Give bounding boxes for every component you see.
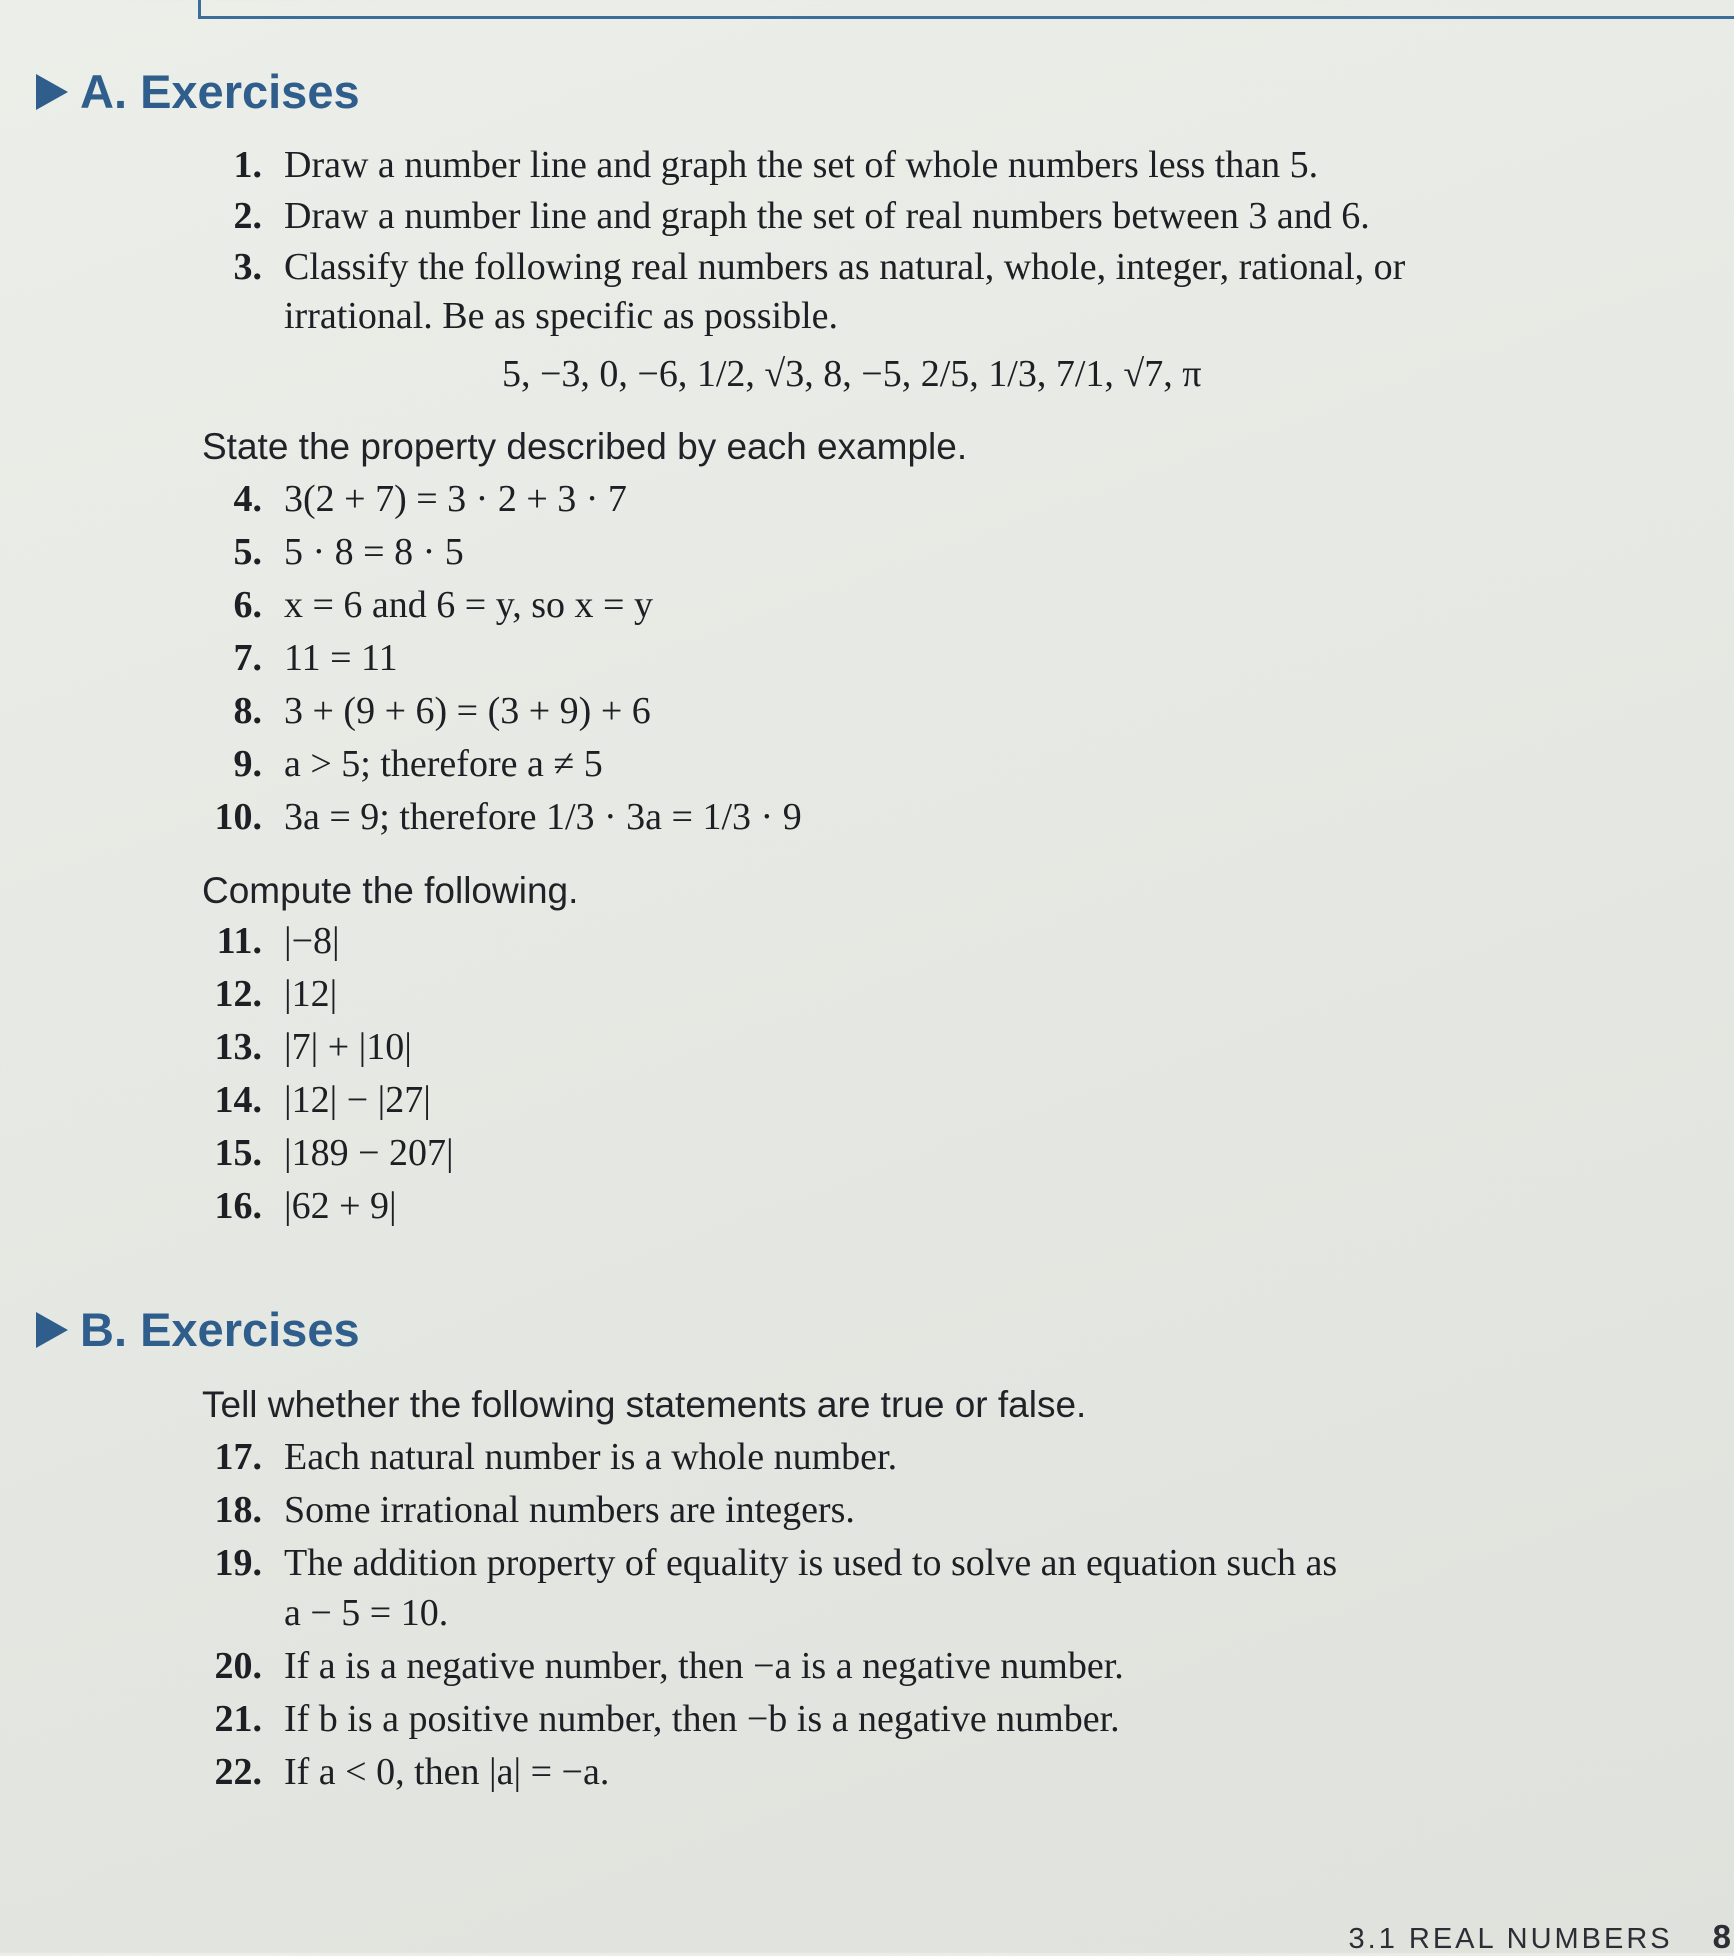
exercise-number: 6. [233,584,262,626]
exercise-text: If b is a positive number, then −b is a negative number. [284,1698,1120,1740]
section-b-title: Exercises [140,1303,360,1356]
exercise-number: 18. [214,1489,262,1531]
exercise-text: The addition property of equality is used to solve an equation such as [284,1542,1338,1584]
exercise-number: 3. [233,246,262,288]
exercise-number: 12. [214,973,262,1015]
group-heading-true-false: Tell whether the following statements are true or false. [202,1384,1087,1425]
exercise-number: 16. [214,1185,262,1227]
exercise-number: 17. [214,1436,262,1478]
section-a-title: Exercises [140,65,360,118]
exercise-text: |62 + 9| [284,1185,397,1227]
exercise-text: |7| + |10| [284,1026,412,1068]
exercise-text: Each natural number is a whole number. [284,1436,898,1478]
exercise-number: 7. [233,637,262,679]
footer-section-title: 3.1 REAL NUMBERS [1348,1923,1673,1955]
exercise-number: 9. [233,743,262,785]
group-heading-compute: Compute the following. [202,870,579,911]
top-box-border [198,0,1734,19]
exercise-text-continued: irrational. Be as specific as possible. [284,295,839,337]
exercise-text: |12| [284,973,338,1015]
exercise-text: Draw a number line and graph the set of real numbers between 3 and 6. [284,195,1370,237]
page-footer [1349,1918,1734,1956]
exercise-number: 5. [233,531,262,573]
exercise-text: |189 − 207| [284,1132,454,1174]
exercise-text: 3(2 + 7) = 3 · 2 + 3 · 7 [284,478,627,520]
exercise-text: |12| − |27| [284,1079,431,1121]
exercise-number: 10. [214,796,262,838]
exercise-text: Classify the following real numbers as natural, whole, integer, rational, or [284,246,1406,288]
exercise-text-continued: a − 5 = 10. [284,1592,449,1634]
exercise-text: Some irrational numbers are integers. [284,1489,855,1531]
exercise-text: 11 = 11 [284,637,398,679]
exercise-number: 2. [233,195,262,237]
section-b-marker: B. [80,1303,127,1356]
exercise-number: 22. [214,1751,262,1793]
exercise-text: x = 6 and 6 = y, so x = y [284,584,653,626]
section-a-heading [36,64,360,119]
exercise-text: |−8| [284,920,340,962]
section-b-heading [36,1302,360,1357]
exercise-number: 21. [214,1698,262,1740]
exercise-number: 11. [216,920,262,962]
exercise-text: 5 · 8 = 8 · 5 [284,531,464,573]
exercise-number: 8. [233,690,262,732]
exercise-number: 13. [214,1026,262,1068]
triangle-marker-icon [36,1312,68,1348]
exercise-text: 3 + (9 + 6) = (3 + 9) + 6 [284,690,651,732]
section-a-marker: A. [80,65,127,118]
exercise-text: 3a = 9; therefore 1/3 · 3a = 1/3 · 9 [284,796,802,838]
exercise-number: 1. [233,144,262,186]
exercise-number: 4. [233,478,262,520]
exercise-text: a > 5; therefore a ≠ 5 [284,743,603,785]
exercise-number: 20. [214,1645,262,1687]
number-list: 5, −3, 0, −6, 1/2, √3, 8, −5, 2/5, 1/3, 7/1, √7, π [502,353,1202,395]
page-number: 8 [1712,1918,1734,1955]
exercise-number: 19. [214,1542,262,1584]
exercise-number: 14. [214,1079,262,1121]
exercise-text: If a < 0, then |a| = −a. [284,1751,610,1793]
triangle-marker-icon [36,74,68,110]
group-heading-properties: State the property described by each example. [202,426,968,467]
exercise-text: If a is a negative number, then −a is a negative number. [284,1645,1124,1687]
exercise-number: 15. [214,1132,262,1174]
exercise-text: Draw a number line and graph the set of whole numbers less than 5. [284,144,1319,186]
